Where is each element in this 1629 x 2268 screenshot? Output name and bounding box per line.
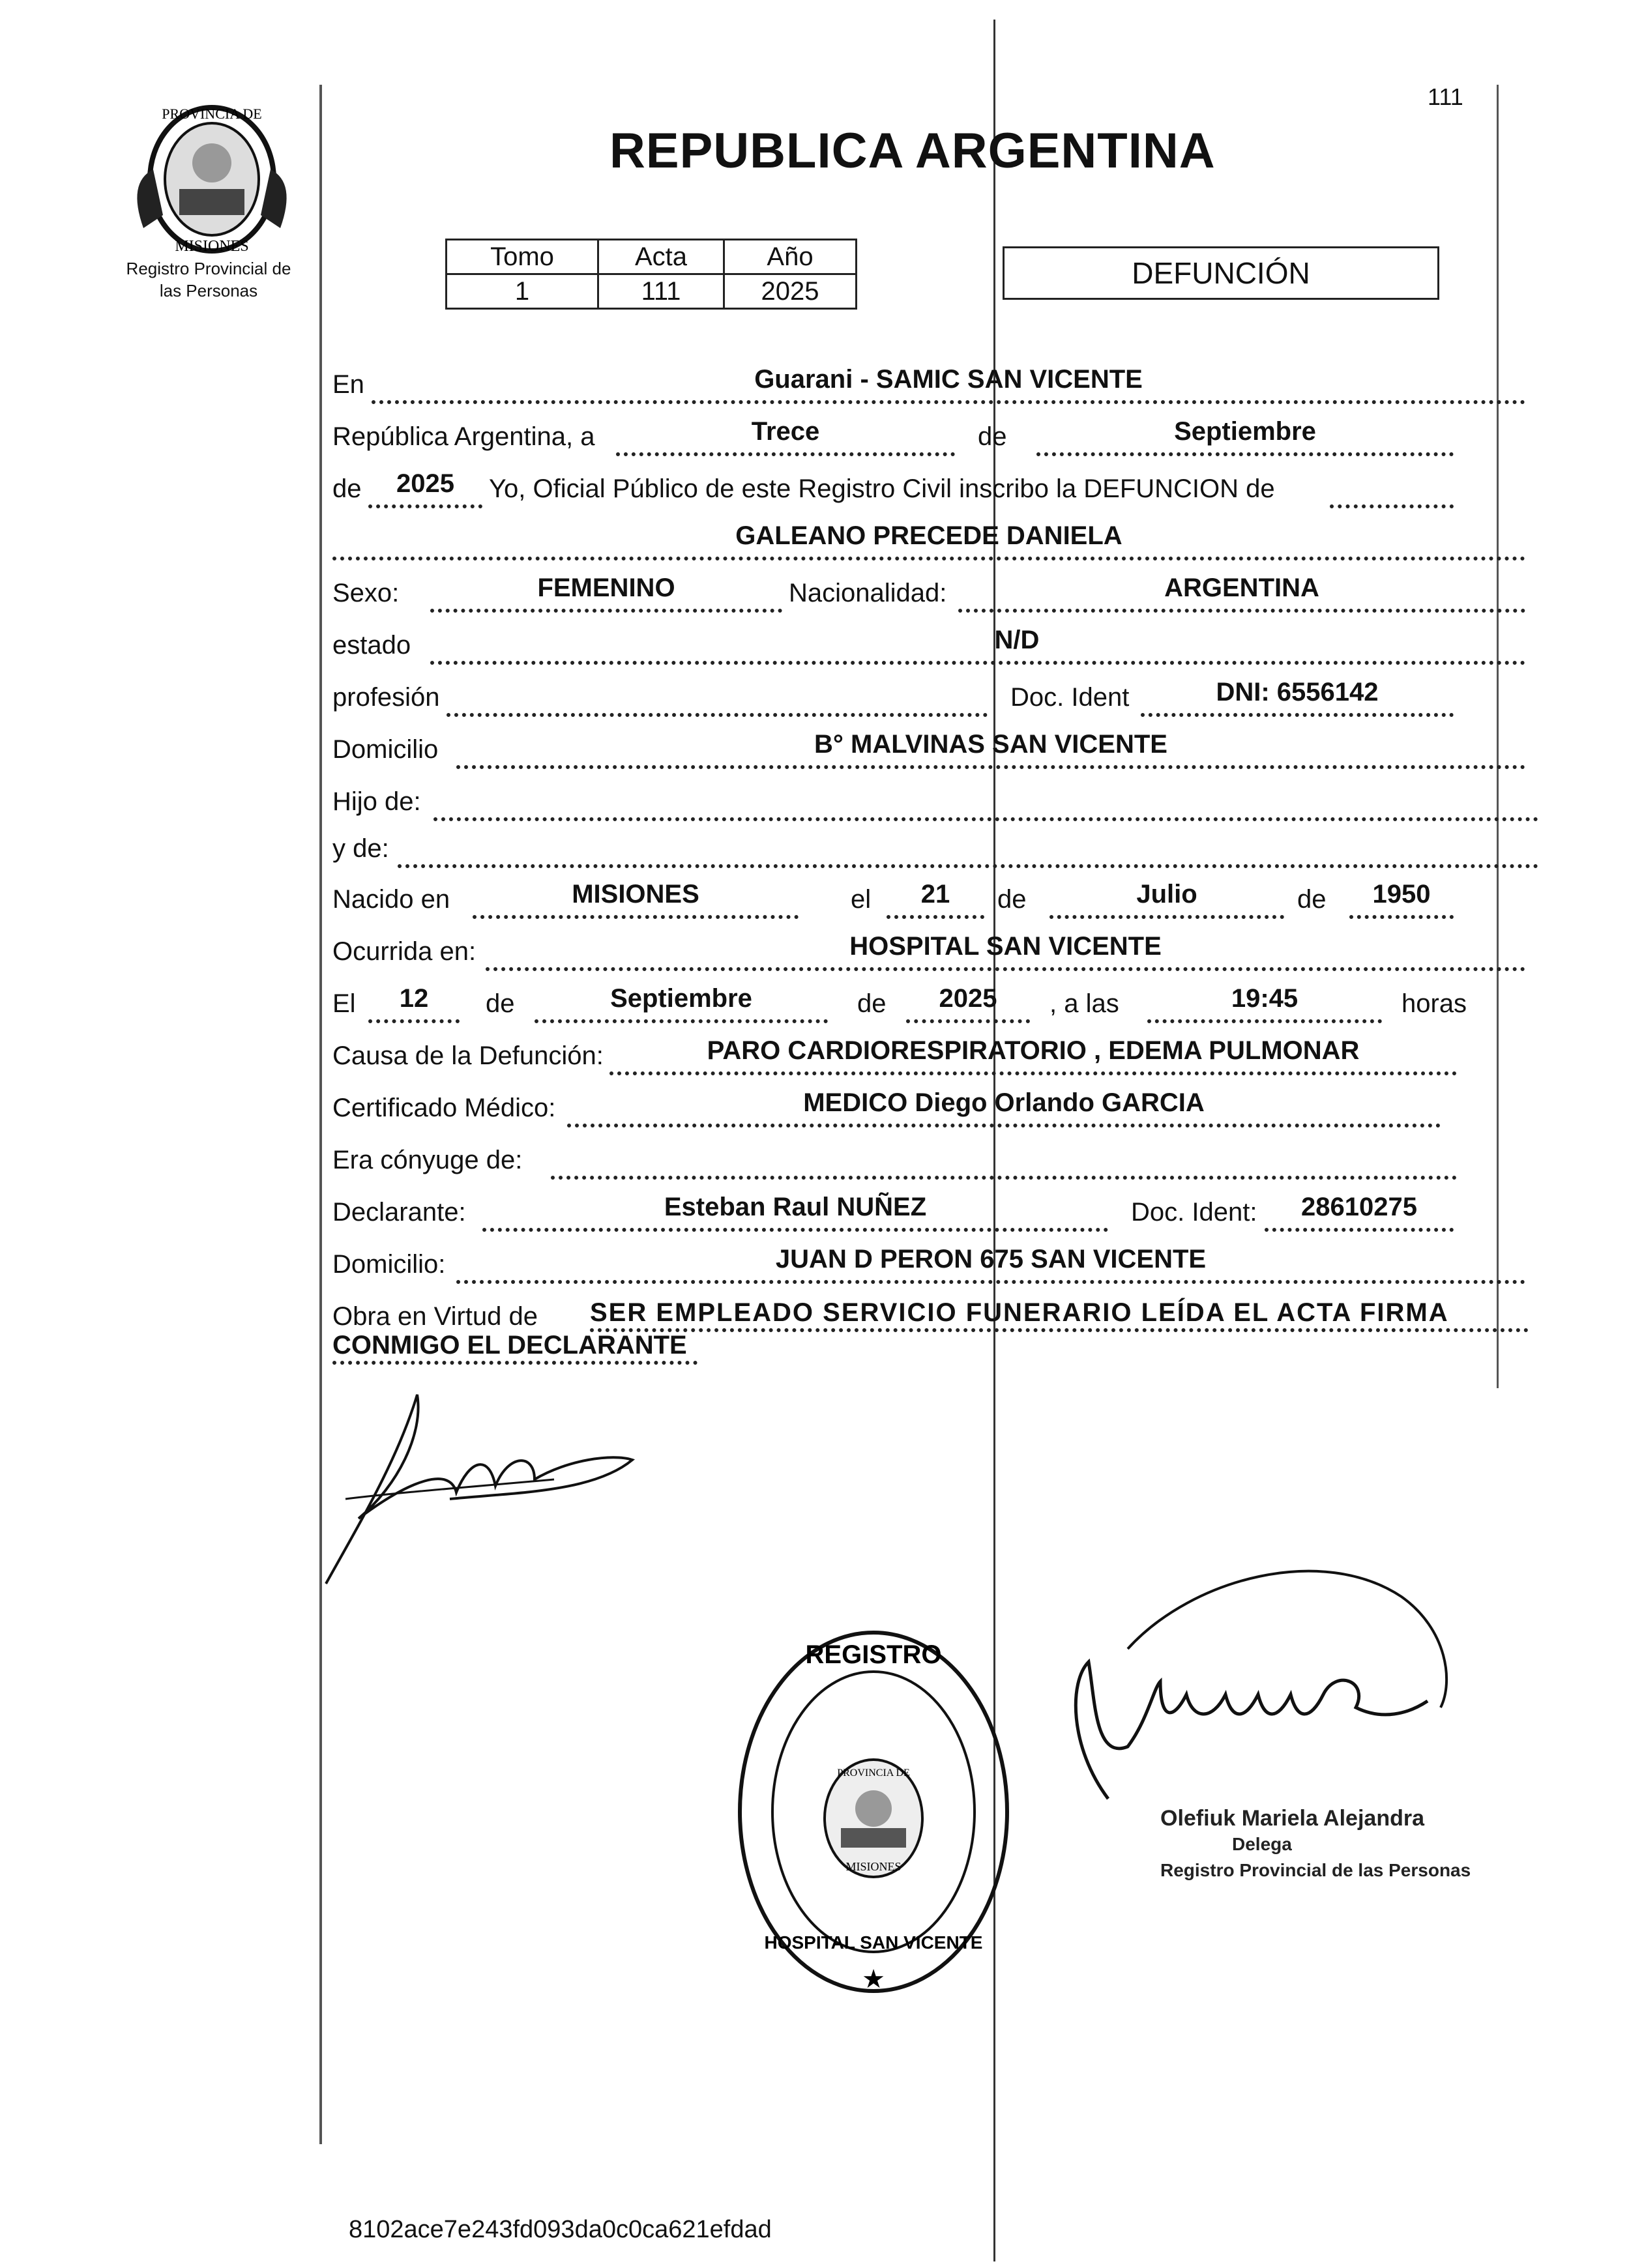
label-certificado: Certificado Médico: [332,1094,556,1122]
document-hash: 8102ace7e243fd093da0c0ca621efdad [349,2216,772,2243]
label-de: de [1297,885,1327,914]
nationality-value: ARGENTINA [1164,574,1319,602]
anio-header: Año [724,240,857,274]
label-en: En [332,370,364,399]
dotted-line [1147,1019,1382,1023]
province-shield-icon [114,91,310,261]
svg-text:HOSPITAL SAN VICENTE: HOSPITAL SAN VICENTE [764,1932,983,1953]
dotted-line [1330,504,1454,508]
death-year-value: 2025 [939,984,997,1013]
dotted-line [486,967,1525,971]
acta-header: Acta [598,240,724,274]
registry-name: Registro Provincial de las Personas [126,259,291,300]
year-value: 2025 [396,469,454,498]
declarant-value: Esteban Raul NUÑEZ [664,1193,927,1221]
label-de: de [978,422,1007,451]
death-day-value: 12 [399,984,429,1013]
label-doc2: Doc. Ident: [1131,1198,1257,1227]
tomo-value: 1 [447,274,598,309]
left-margin-line [319,85,322,2144]
deceased-name: GALEANO PRECEDE DANIELA [735,521,1123,550]
label-domicilio: Domicilio [332,735,439,764]
svg-text:PROVINCIA DE: PROVINCIA DE [162,106,262,122]
dotted-line [551,1176,1457,1180]
dotted-line [906,1019,1030,1023]
svg-text:PROVINCIA DE: PROVINCIA DE [837,1767,910,1779]
label-profesion: profesión [332,683,440,712]
dotted-line [447,713,988,717]
label-estado: estado [332,631,411,660]
dotted-line [1036,452,1454,456]
dotted-line [398,864,1538,868]
anio-value: 2025 [724,274,857,309]
birth-day-value: 21 [920,880,950,909]
label-el: el [851,885,872,914]
official-signature [1030,1551,1525,1825]
dotted-line [1141,713,1454,717]
act-type-box: DEFUNCIÓN [1003,246,1439,300]
dotted-line [1265,1228,1454,1232]
label-de: de [857,989,887,1018]
label-declarante: Declarante: [332,1198,466,1227]
birthplace-value: MISIONES [572,880,699,909]
place-value: Guarani - SAMIC SAN VICENTE [754,365,1143,394]
svg-text:REGISTRO: REGISTRO [805,1640,942,1669]
act-table [445,239,857,310]
label-alas: , a las [1049,989,1119,1018]
label-yde: y de: [332,834,389,863]
dotted-line [456,1280,1525,1284]
label-de: de [486,989,515,1018]
dotted-line [332,557,1525,560]
label-de: de [332,474,362,503]
dotted-line [1049,915,1284,919]
label-doc: Doc. Ident [1010,683,1130,712]
label-causa: Causa de la Defunción: [332,1041,604,1070]
declarant-doc-value: 28610275 [1301,1193,1417,1221]
acta-value: 111 [598,274,724,309]
death-place-value: HOSPITAL SAN VICENTE [849,932,1162,961]
label-republica: República Argentina, a [332,422,595,451]
declarant-address-value: JUAN D PERON 675 SAN VICENTE [775,1245,1207,1273]
label-sexo: Sexo: [332,579,400,607]
doc-value: DNI: 6556142 [1216,678,1379,706]
label-nacionalidad: Nacionalidad: [789,579,947,607]
address-value: B° MALVINAS SAN VICENTE [814,730,1167,759]
dotted-line [368,1019,460,1023]
label-de: de [997,885,1027,914]
grounds-line-1: SER EMPLEADO SERVICIO FUNERARIO LEÍDA EL ACTA FIRMA [590,1298,1449,1327]
label-obra: Obra en Virtud de [332,1302,538,1331]
official-name-stamp: Olefiuk Mariela Alejandra Delega Registro Provincial de las Personas [1160,1806,1471,1880]
dotted-line [433,817,1538,821]
dotted-line [567,1124,1441,1127]
svg-text:★: ★ [862,1965,885,1994]
label-domicilio2: Domicilio: [332,1250,446,1279]
dotted-line [958,609,1525,613]
tomo-header: Tomo [447,240,598,274]
label-conyuge: Era cónyuge de: [332,1146,523,1174]
death-month-value: Septiembre [610,984,752,1013]
grounds-line-2: CONMIGO EL DECLARANTE [332,1331,687,1359]
dotted-line [887,915,984,919]
death-time-value: 19:45 [1231,984,1299,1013]
certificate-value: MEDICO Diego Orlando GARCIA [803,1088,1205,1117]
dotted-line [430,609,782,613]
dotted-line [372,400,1525,404]
dotted-line [473,915,799,919]
declarant-signature [319,1382,658,1590]
dotted-line [332,1361,697,1365]
dotted-line [1349,915,1454,919]
dotted-line [430,661,1525,665]
label-horas: horas [1402,989,1467,1018]
dotted-line [482,1228,1108,1232]
label-ocurrida: Ocurrida en: [332,937,477,966]
dotted-line [368,504,482,508]
dotted-line [535,1019,828,1023]
day-text-value: Trece [751,417,820,446]
birth-month-value: Julio [1136,880,1197,909]
dotted-line [609,1071,1457,1075]
page-title: REPUBLICA ARGENTINA [609,123,1216,179]
dotted-line [590,1328,1529,1332]
sex-value: FEMENINO [537,574,675,602]
page-number: 111 [1428,83,1463,110]
label-hijo: Hijo de: [332,787,421,816]
svg-text:MISIONES: MISIONES [845,1860,902,1873]
inscription-text: Yo, Oficial Público de este Registro Civil inscribo la DEFUNCION de [489,474,1275,503]
label-el: El [332,989,356,1018]
label-nacido: Nacido en [332,885,450,914]
birth-year-value: 1950 [1372,880,1431,909]
registry-stamp [730,1623,1017,2001]
dotted-line [456,765,1525,769]
month-value: Septiembre [1174,417,1316,446]
dotted-line [616,452,955,456]
svg-text:MISIONES: MISIONES [175,238,249,255]
status-value: N/D [994,626,1040,654]
cause-value: PARO CARDIORESPIRATORIO , EDEMA PULMONAR [707,1036,1360,1065]
